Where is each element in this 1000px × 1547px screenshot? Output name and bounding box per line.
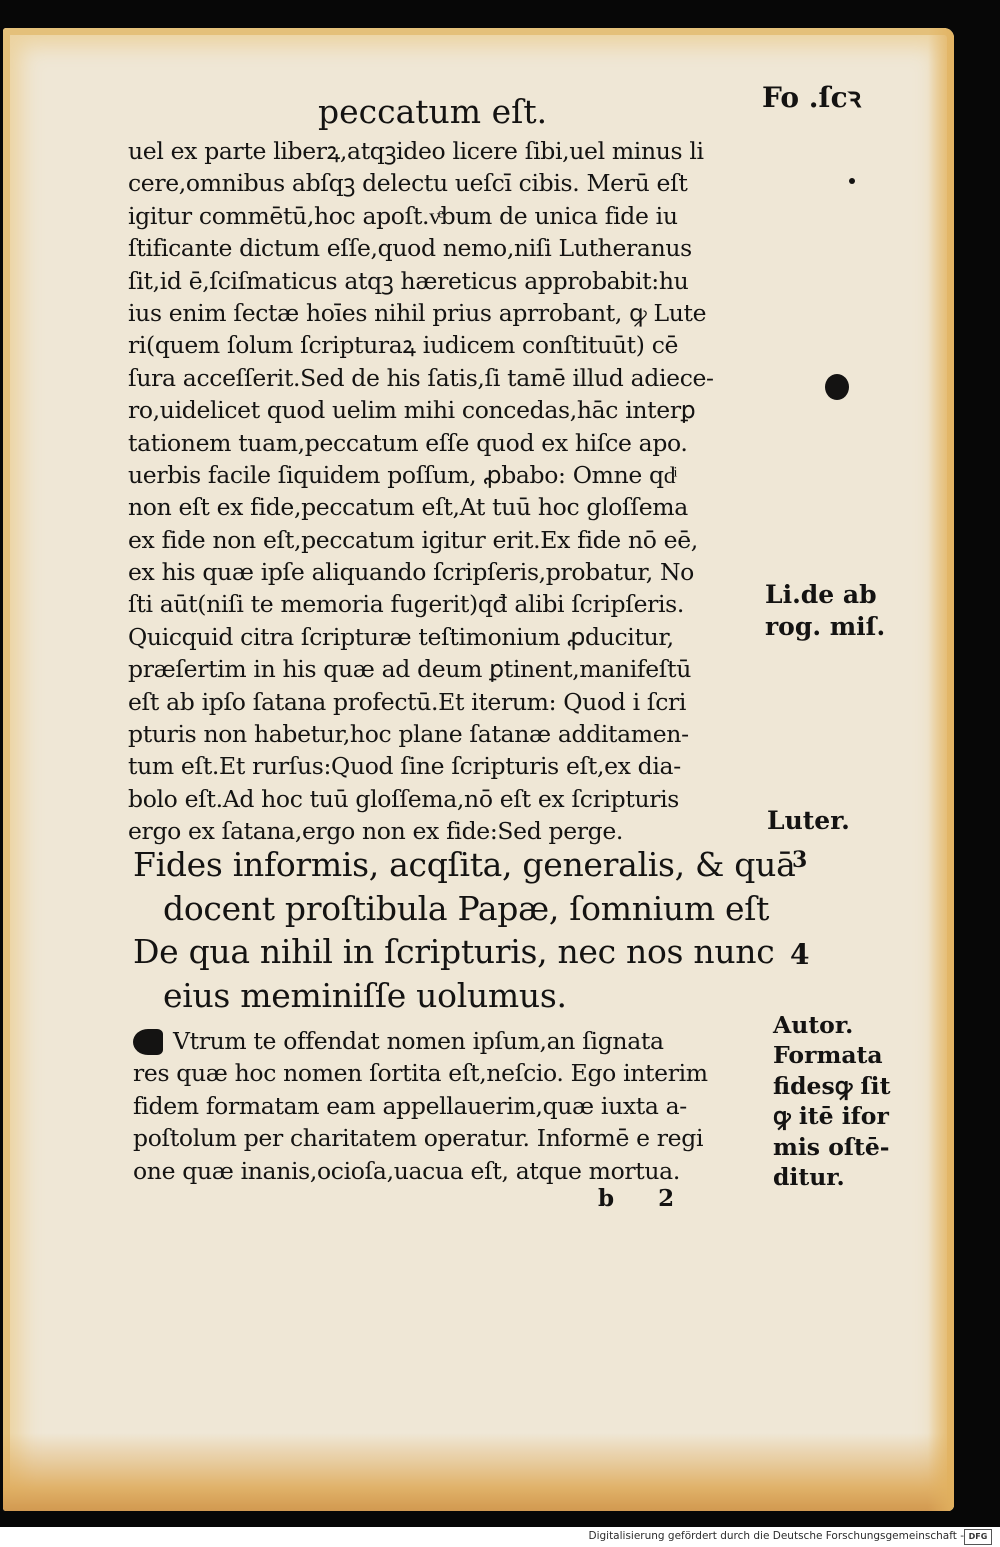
signature-mark: b 2: [598, 1185, 693, 1212]
text-line: non eſt ex fide,peccatum eſt,At tuū hoc gloſſema: [128, 493, 688, 522]
text-line: præſertim in his quæ ad deum ꝑtinent,manifeſtū: [128, 655, 692, 684]
margin-note-line: mis oſtē-: [773, 1132, 890, 1161]
text-line: cere,omnibus abſqꝫ delectu ueſcī cibis. Merū eſt: [128, 169, 688, 198]
text-line: Quicquid citra ſcripturæ teſtimonium ꝓducitur,: [128, 622, 674, 651]
margin-note-number-3: 3: [792, 847, 808, 873]
quote-line: docent proſtibula Papæ, ſomnium eſt: [163, 888, 770, 928]
text-line: Vtrum te offendat nomen ipſum,an ſignata: [173, 1027, 664, 1055]
text-line: igitur commētū,hoc apoſt.vͤbum de unica fide iu: [128, 201, 678, 230]
text-line: uel ex parte liberꝝ,atqꝫideo licere ſibi,uel minus li: [128, 137, 704, 165]
text-line: poſtolum per charitatem operatur. Informē e regi: [133, 1124, 704, 1153]
text-line: tationem tuam,peccatum eſſe quod ex hiſce apo.: [128, 428, 688, 457]
text-line: ſti aūt(niſi te memoria fugerit)qđ alibi ſcripſeris.: [128, 590, 685, 619]
paragraph-first-line: [133, 1025, 708, 1057]
text-line: ius enim ſectæ hoīes nihil prius aprrobant, ꝙ Lute: [128, 298, 707, 327]
text-line: fidem formatam eam appellauerim,quæ iuxta a-: [133, 1091, 687, 1120]
text-line: ex his quæ ipſe aliquando ſcripſeris,probatur, No: [128, 558, 694, 587]
margin-note-line: ditur.: [773, 1163, 845, 1192]
text-line: eſt ab ipſo ſatana profectū.Et iterum: Quod i ſcri: [128, 687, 687, 716]
dfg-logo: DFG: [964, 1529, 992, 1545]
margin-note-line: fidesꝙ ſit: [773, 1071, 891, 1100]
quote-line: Fides informis, acqſita, generalis, & quā: [133, 845, 796, 884]
running-head: peccatum eſt.: [318, 92, 548, 131]
margin-note-line: Formata: [773, 1041, 883, 1070]
quote-line: De qua nihil in ſcripturis, nec nos nunc: [133, 932, 775, 971]
margin-note-line: Autor.: [773, 1011, 854, 1039]
digitization-credit: Digitalisierung gefördert durch die Deutsche Forschungsgemeinschaft -: [588, 1530, 964, 1542]
margin-note-number-4: 4: [790, 938, 810, 971]
body-paragraph: [128, 135, 714, 848]
text-line: res quæ hoc nomen ſortita eſt,neſcio. Ego interim: [133, 1059, 708, 1088]
margin-note-line: Li.de ab: [765, 580, 877, 609]
text-line: tum eſt.Et rurſus:Quod ſine ſcripturis eſt,ex dia-: [128, 752, 681, 781]
text-line: bolo eſt.Ad hoc tuū gloſſema,nō eſt ex ſcripturis: [128, 784, 679, 813]
ink-blot: [825, 374, 849, 400]
margin-note-line: ꝙ itē ifor: [773, 1102, 889, 1131]
margin-note-autor: [773, 1010, 890, 1192]
margin-note-line: rog. miſ.: [765, 612, 886, 641]
text-line: pturis non habetur,hoc plane ſatanæ additamen-: [128, 720, 689, 749]
text-line: ergo ex ſatana,ergo non ex fide:Sed perge.: [128, 817, 624, 846]
text-line: ſit,id ē,ſciſmaticus atqꝫ hæreticus approbabit:hu: [128, 266, 689, 295]
text-line: ro,uidelicet quod uelim mihi concedas,hāc interꝑ: [128, 396, 696, 425]
text-line: one quæ inanis,ocioſa,uacua eſt, atque mortua.: [133, 1156, 680, 1185]
response-paragraph: [133, 1025, 708, 1187]
pilcrow-mark-icon: [133, 1029, 163, 1055]
ink-speck: [849, 178, 855, 184]
text-line: uerbis facile ſiquidem poſſum, ꝓbabo: Omne qdͥ: [128, 460, 676, 489]
quoted-thesis: [133, 843, 795, 1017]
text-line: ſtificante dictum eſſe,quod nemo,niſi Lutheranus: [128, 234, 692, 263]
quote-line: eius meminiſſe uolumus.: [163, 975, 567, 1015]
text-line: ex fide non eſt,peccatum igitur erit.Ex fide nō eē,: [128, 525, 698, 554]
text-line: ri(quem ſolum ſcripturaꝝ iudicem conſtituūt) cē: [128, 331, 679, 360]
margin-note-reference: [765, 580, 885, 644]
text-line: ſura acceſſerit.Sed de his ſatis,ſi tamē illud adiece-: [128, 363, 714, 392]
folio-number: Fo .ſcꝛ: [762, 81, 861, 114]
margin-note-luter: Luter.: [767, 806, 850, 835]
